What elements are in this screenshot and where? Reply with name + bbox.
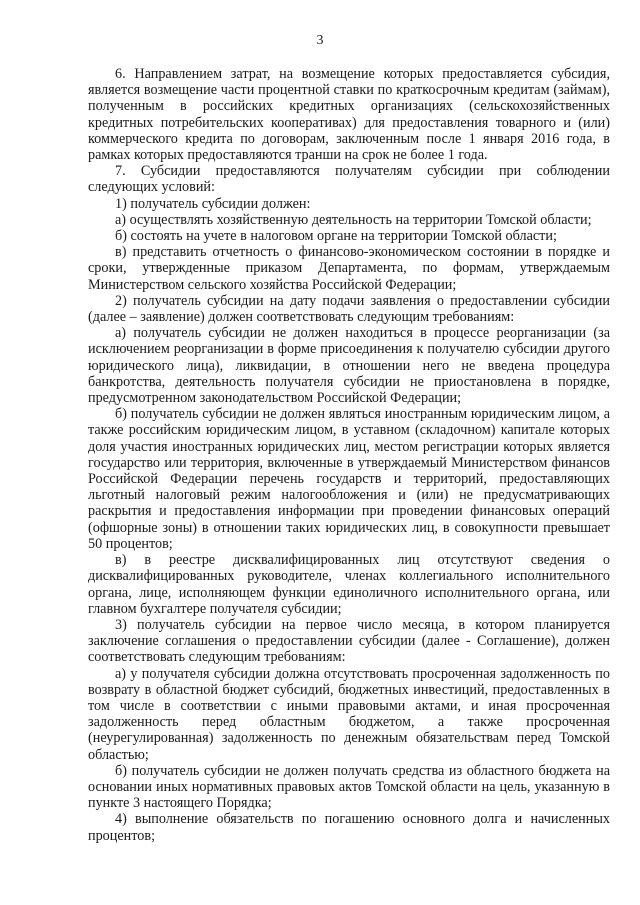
paragraph-subitem-1b: б) состоять на учете в налоговом органе на территории Томской области;: [115, 228, 557, 245]
paragraph-subitem-2a: а) получатель субсидии не должен находиться в процессе реорганизации (за исключением реорганизации в форме присоединения к получателю субсидии другого юридического лица), ликвидации, в отношении него не введена процедура банкротства, деятельность получателя субсидии не приостановлена в порядке, предусмотренном законодательством Российской Федерации;: [88, 325, 610, 407]
paragraph-subitem-2v: в) в реестре дисквалифицированных лиц отсутствуют сведения о дисквалифицированных руководителе, членах коллегиального исполнительного органа, лице, исполняющем функции единоличного исполнительного органа, или главном бухгалтере получателя субсидии;: [88, 552, 610, 617]
paragraph-subitem-2: 2) получатель субсидии на дату подачи заявления о предоставлении субсидии (далее – заявление) должен соответствовать следующим требованиям:: [88, 292, 610, 326]
paragraph-subitem-2b: б) получатель субсидии не должен являться иностранным юридическим лицом, а также российским юридическим лицом, в уставном (складочном) капитале которых доля участия иностранных юридических лиц, местом регистрации которых является государство или территория, включенные в утверждаемый Министерством финансов Российской Федерации перечень государств и территорий, предоставляющих льготный налоговый режим налогообложения и (или) не предусматривающих раскрытия и предоставления информации при проведении финансовых операций (офшорные зоны) в отношении таких юридических лиц, в совокупности превышает 50 процентов;: [88, 406, 610, 552]
paragraph-item-6: 6. Направлением затрат, на возмещение которых предоставляется субсидия, является возмещение части процентной ставки по краткосрочным кредитам (займам), полученным в российских кредитных организациях (сельскохозяйственных кредитных потребительских кооперативах) для предоставления товарного и (или) коммерческого кредита по договорам, заключенным после 1 января 2016 года, в рамках которых предоставляются транши на срок не более 1 года.: [88, 66, 610, 164]
paragraph-item-7: 7. Субсидии предоставляются получателям субсидии при соблюдении следующих условий:: [88, 163, 610, 196]
page-number: 3: [316, 33, 324, 48]
document-body: [88, 66, 610, 844]
paragraph-subitem-3b: б) получатель субсидии не должен получать средства из областного бюджета на основании иных нормативных правовых актов Томской области на цель, указанную в пункте 3 настоящего Порядка;: [88, 762, 610, 812]
paragraph-subitem-3: 3) получатель субсидии на первое число месяца, в котором планируется заключение соглашения о предоставлении субсидии (далее - Соглашение), должен соответствовать следующим требованиям:: [88, 616, 610, 666]
paragraph-subitem-1: 1) получатель субсидии должен:: [115, 195, 311, 212]
paragraph-subitem-4: 4) выполнение обязательств по погашению основного долга и начисленных процентов;: [88, 811, 610, 844]
paragraph-subitem-1a: а) осуществлять хозяйственную деятельность на территории Томской области;: [115, 211, 592, 228]
paragraph-subitem-1v: в) представить отчетность о финансово-экономическом состоянии в порядке и сроки, утвержденные приказом Департамента, по формам, утверждаемым Министерством сельского хозяйства Российской Федерации;: [88, 244, 610, 293]
paragraph-subitem-3a: а) у получателя субсидии должна отсутствовать просроченная задолженность по возврату в областной бюджет субсидий, бюджетных инвестиций, предоставленных в том числе в соответствии с иными правовыми актами, и иная просроченная задолженность перед областным бюджетом, а также просроченная (неурегулированная) задолженность по денежным обязательствам перед Томской областью;: [88, 665, 610, 763]
